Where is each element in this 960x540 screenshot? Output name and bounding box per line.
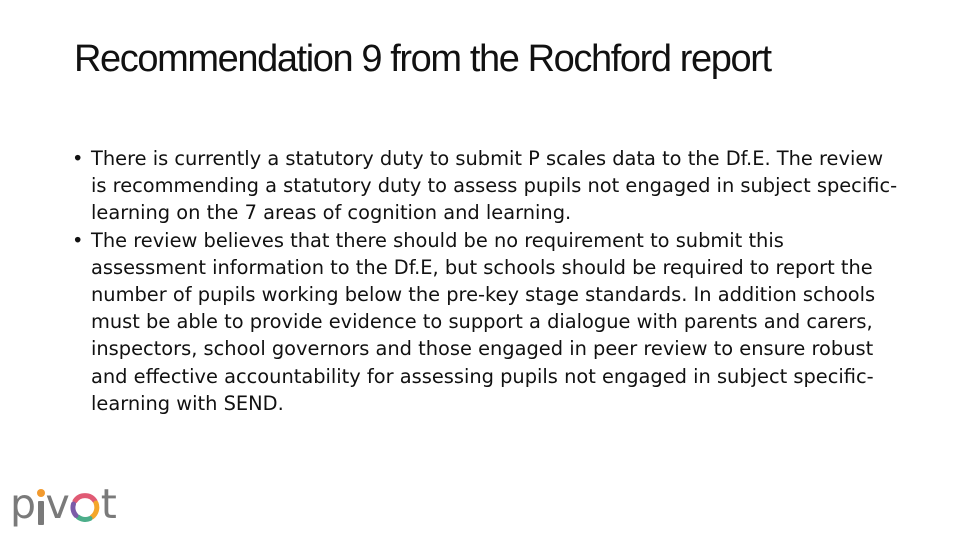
bullet-item: [72, 145, 902, 227]
bullet-item: [72, 227, 902, 417]
logo-letter-o: [69, 486, 101, 522]
bullet-icon: •: [72, 147, 84, 170]
bullet-text: The review believes that there should be no requirement to submit this assessment information to the Df.E, but schools should be required to report the number of pupils working below the pre-key stage standards. In addition schools must be able to provide evidence to support a dialogue with parents and carers, inspectors, school governors and those engaged in peer review to ensure robust and effective accountability for assessing pupils not engaged in subject specific-learning with SEND.: [91, 228, 876, 415]
logo-i-glyph-icon: [35, 484, 47, 526]
logo-letter-i: [35, 484, 45, 525]
bullet-list: [72, 145, 902, 417]
bullet-text: There is currently a statutory duty to submit P scales data to the Df.E. The review is recommending a statutory duty to assess pupils not engaged in subject specific-learning on the 7 areas of cognition and learning.: [91, 147, 898, 225]
logo-letter-v: v: [45, 479, 69, 528]
bullet-icon: •: [72, 228, 84, 252]
logo-o-ring-icon: [70, 492, 100, 522]
logo-letter-p: p: [10, 479, 36, 528]
slide-title: Recommendation 9 from the Rochford report: [74, 38, 771, 80]
logo-letter-t: t: [100, 479, 116, 528]
pivot-logo: [10, 476, 130, 532]
